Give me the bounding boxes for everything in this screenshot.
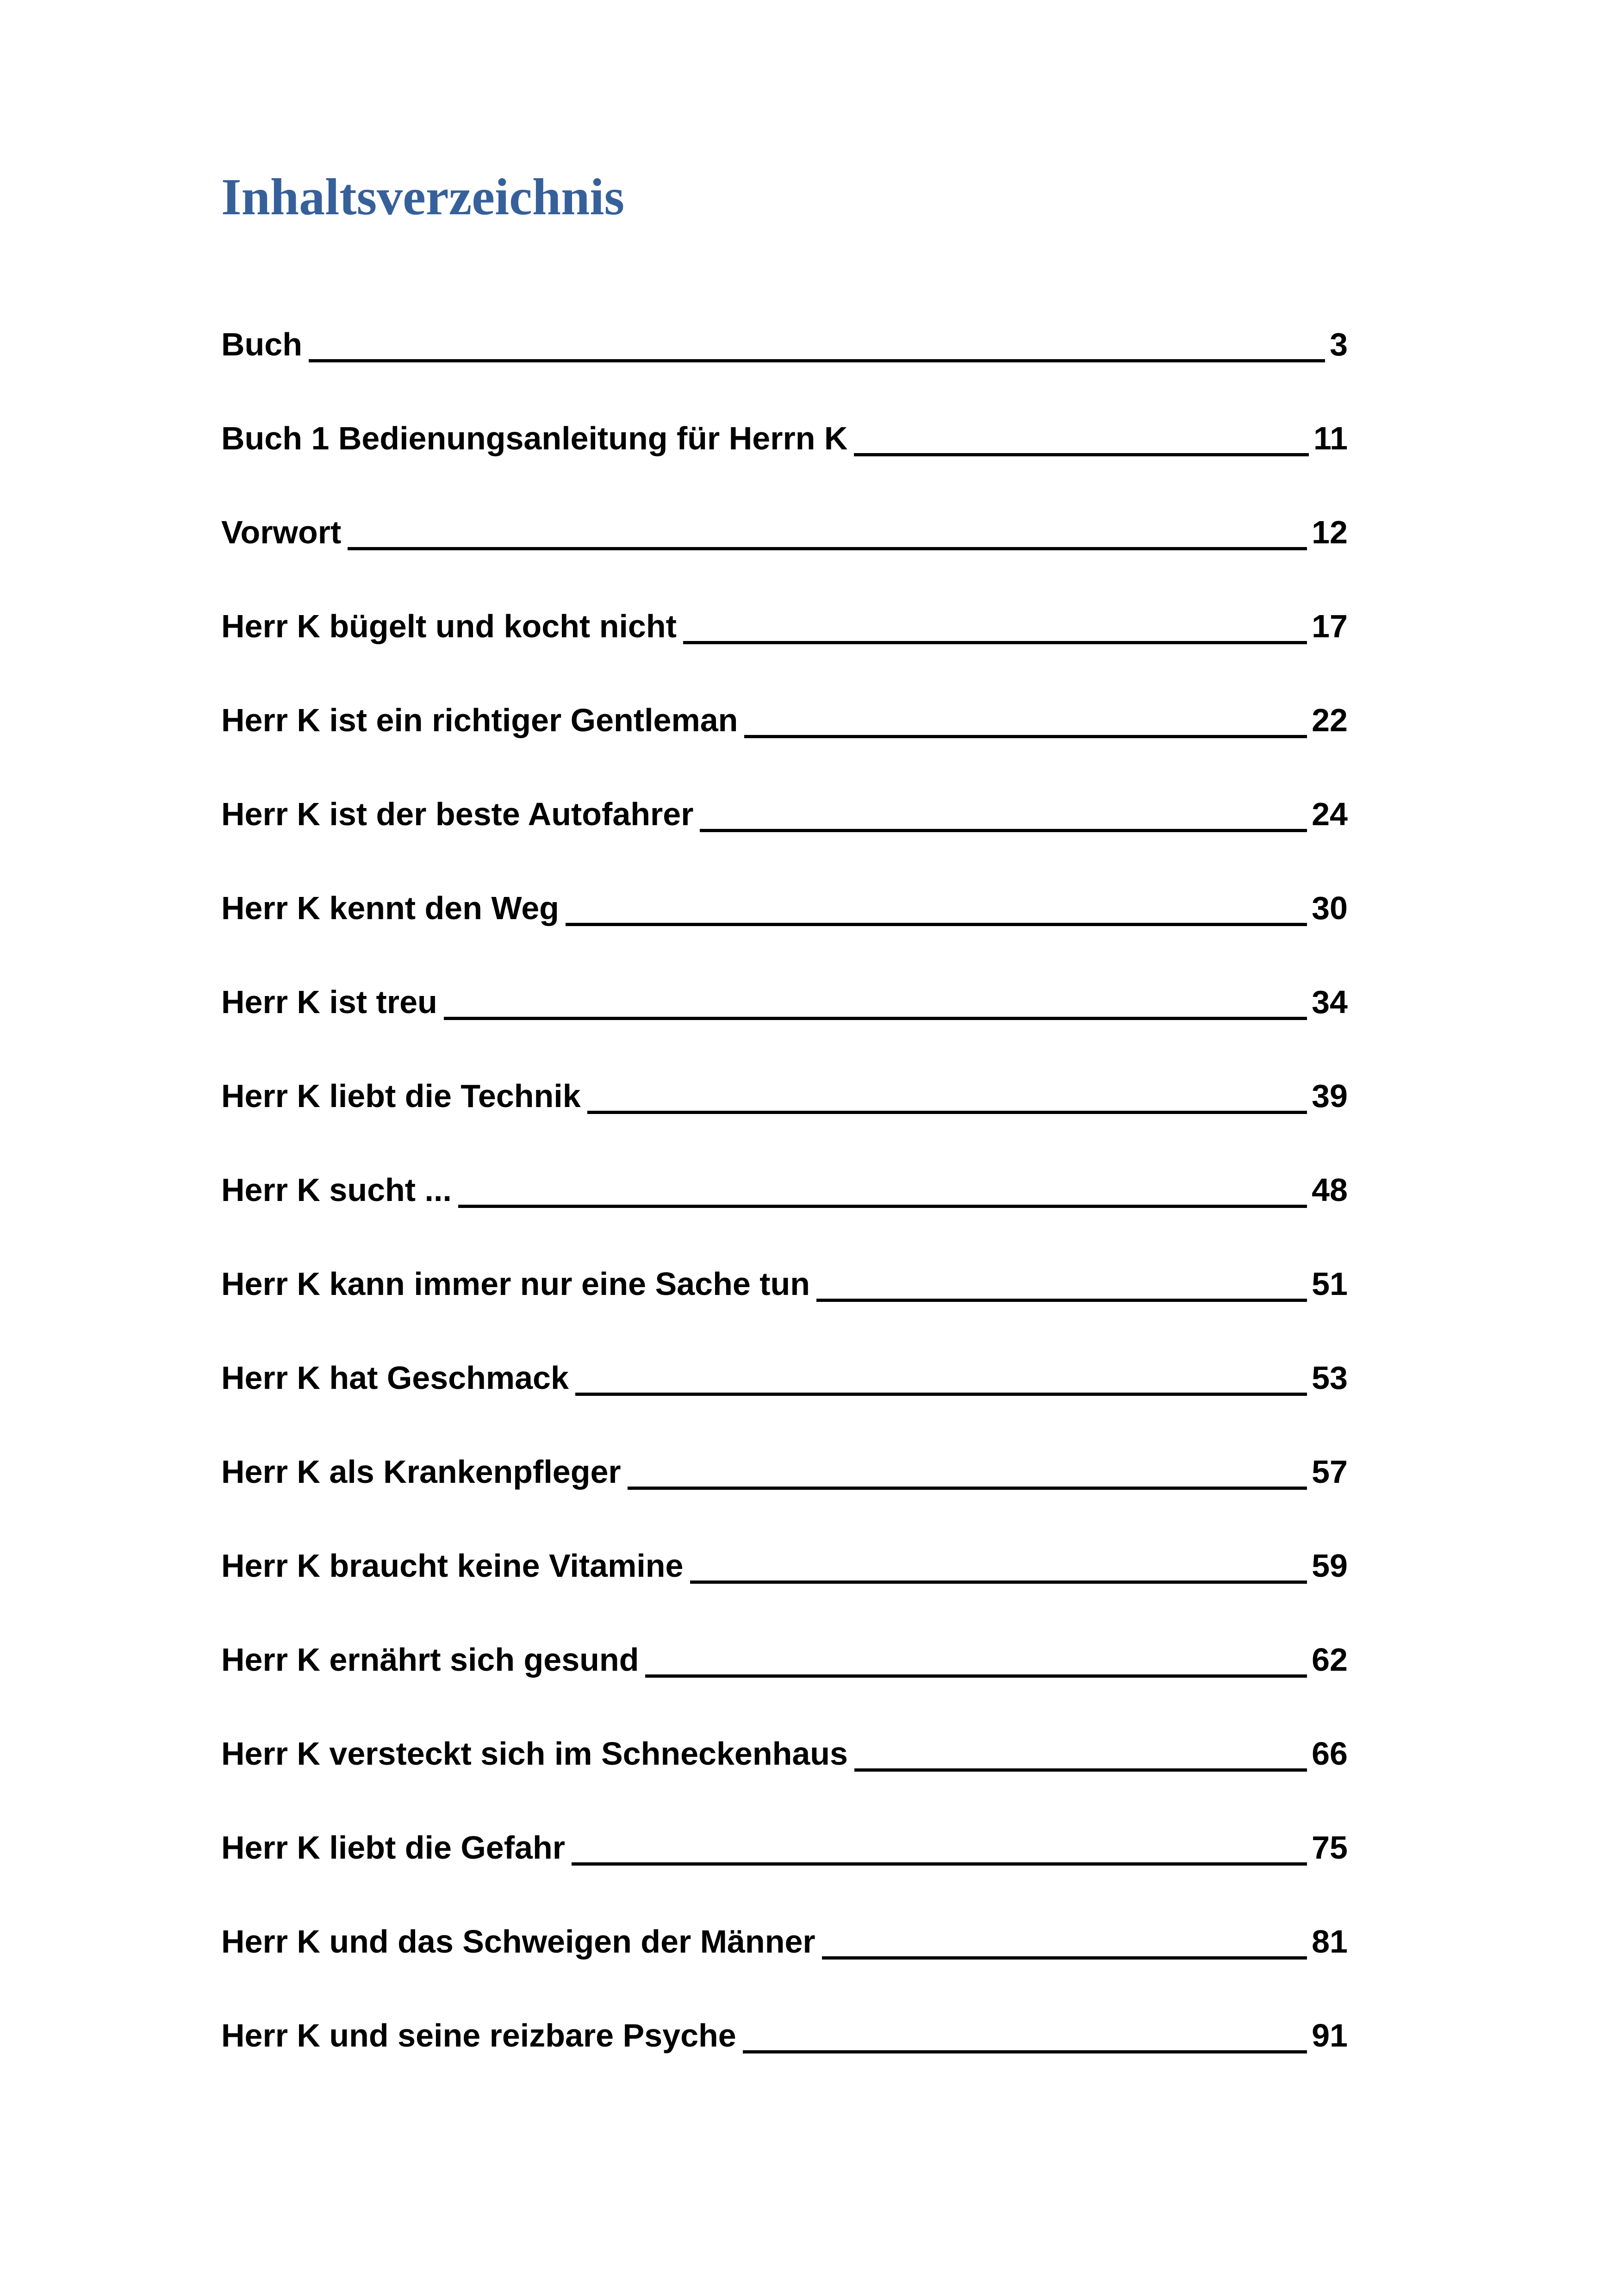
toc-leader-line (587, 1111, 1307, 1114)
toc-entry[interactable] (221, 1987, 1348, 2081)
toc-leader-line (575, 1393, 1307, 1396)
toc-entry[interactable] (221, 672, 1348, 766)
toc-entry-page-number: 11 (1313, 420, 1348, 456)
toc-entry-title: Herr K sucht ... (221, 1172, 452, 1208)
toc-entry-title: Vorwort (221, 514, 342, 550)
toc-leader-line (628, 1487, 1307, 1490)
toc-entry-page-number: 57 (1312, 1454, 1348, 1490)
toc-entry-title: Herr K braucht keine Vitamine (221, 1548, 684, 1584)
toc-entry-title: Herr K kennt den Weg (221, 890, 559, 926)
toc-entry-page-number: 17 (1312, 608, 1348, 644)
toc-leader-line (854, 453, 1309, 456)
toc-entry-page-number: 34 (1312, 984, 1348, 1020)
toc-entry-page-number: 24 (1312, 796, 1348, 832)
toc-entry-title: Herr K kann immer nur eine Sache tun (221, 1266, 810, 1302)
toc-entry[interactable] (221, 860, 1348, 954)
toc-entry[interactable] (221, 390, 1348, 484)
toc-entry-page-number: 48 (1312, 1172, 1348, 1208)
toc-entry[interactable] (221, 484, 1348, 578)
toc-entry-title: Herr K und seine reizbare Psyche (221, 2017, 736, 2053)
toc-entry-page-number: 51 (1312, 1266, 1348, 1302)
toc-entry-title: Herr K und das Schweigen der Männer (221, 1923, 815, 1960)
toc-entry-title: Herr K liebt die Gefahr (221, 1829, 565, 1866)
toc-entry-title: Herr K versteckt sich im Schneckenhaus (221, 1736, 848, 1772)
toc-leader-line (566, 923, 1307, 926)
toc-entry-title: Buch 1 Bedienungsanleitung für Herrn K (221, 420, 848, 456)
toc-entry-page-number: 53 (1312, 1360, 1348, 1396)
toc-entry-page-number: 39 (1312, 1078, 1348, 1114)
toc-leader-line (700, 829, 1307, 832)
toc-leader-line (348, 547, 1307, 550)
toc-entry-page-number: 3 (1330, 326, 1348, 362)
toc-entry-page-number: 22 (1312, 702, 1348, 738)
toc-leader-line (854, 1768, 1307, 1772)
toc-entry-page-number: 62 (1312, 1642, 1348, 1678)
toc-entry[interactable] (221, 1799, 1348, 1893)
toc-entry-title: Herr K als Krankenpfleger (221, 1454, 621, 1490)
toc-entry-title: Herr K hat Geschmack (221, 1360, 569, 1396)
toc-title: Inhaltsverzeichnis (221, 168, 625, 226)
toc-list (221, 296, 1348, 2081)
toc-entry[interactable] (221, 1518, 1348, 1612)
toc-leader-line (444, 1017, 1307, 1020)
toc-entry[interactable] (221, 1142, 1348, 1236)
toc-entry[interactable] (221, 1236, 1348, 1330)
toc-entry-title: Herr K ist der beste Autofahrer (221, 796, 694, 832)
toc-entry[interactable] (221, 296, 1348, 390)
toc-leader-line (572, 1862, 1307, 1866)
toc-entry[interactable] (221, 1893, 1348, 1987)
toc-leader-line (645, 1674, 1307, 1678)
toc-leader-line (683, 641, 1307, 644)
toc-entry-title: Herr K liebt die Technik (221, 1078, 581, 1114)
toc-entry-page-number: 81 (1312, 1923, 1348, 1960)
toc-entry[interactable] (221, 766, 1348, 860)
toc-entry-page-number: 91 (1312, 2017, 1348, 2053)
toc-leader-line (816, 1299, 1307, 1302)
toc-entry[interactable] (221, 1048, 1348, 1142)
toc-entry[interactable] (221, 1705, 1348, 1799)
toc-entry-page-number: 66 (1312, 1736, 1348, 1772)
toc-entry[interactable] (221, 1612, 1348, 1705)
toc-entry-title: Herr K bügelt und kocht nicht (221, 608, 677, 644)
toc-entry-title: Herr K ist treu (221, 984, 437, 1020)
toc-entry[interactable] (221, 954, 1348, 1048)
toc-entry[interactable] (221, 1330, 1348, 1424)
toc-entry-page-number: 75 (1312, 1829, 1348, 1866)
toc-leader-line (309, 359, 1325, 362)
toc-leader-line (458, 1205, 1307, 1208)
toc-entry[interactable] (221, 578, 1348, 672)
toc-entry-page-number: 12 (1312, 514, 1348, 550)
toc-leader-line (744, 735, 1307, 738)
toc-entry-title: Buch (221, 326, 302, 362)
toc-entry[interactable] (221, 1424, 1348, 1518)
toc-leader-line (690, 1580, 1307, 1584)
toc-leader-line (743, 2050, 1307, 2053)
toc-entry-title: Herr K ist ein richtiger Gentleman (221, 702, 738, 738)
toc-leader-line (822, 1956, 1307, 1960)
toc-entry-title: Herr K ernährt sich gesund (221, 1642, 639, 1678)
toc-entry-page-number: 59 (1312, 1548, 1348, 1584)
toc-entry-page-number: 30 (1312, 890, 1348, 926)
